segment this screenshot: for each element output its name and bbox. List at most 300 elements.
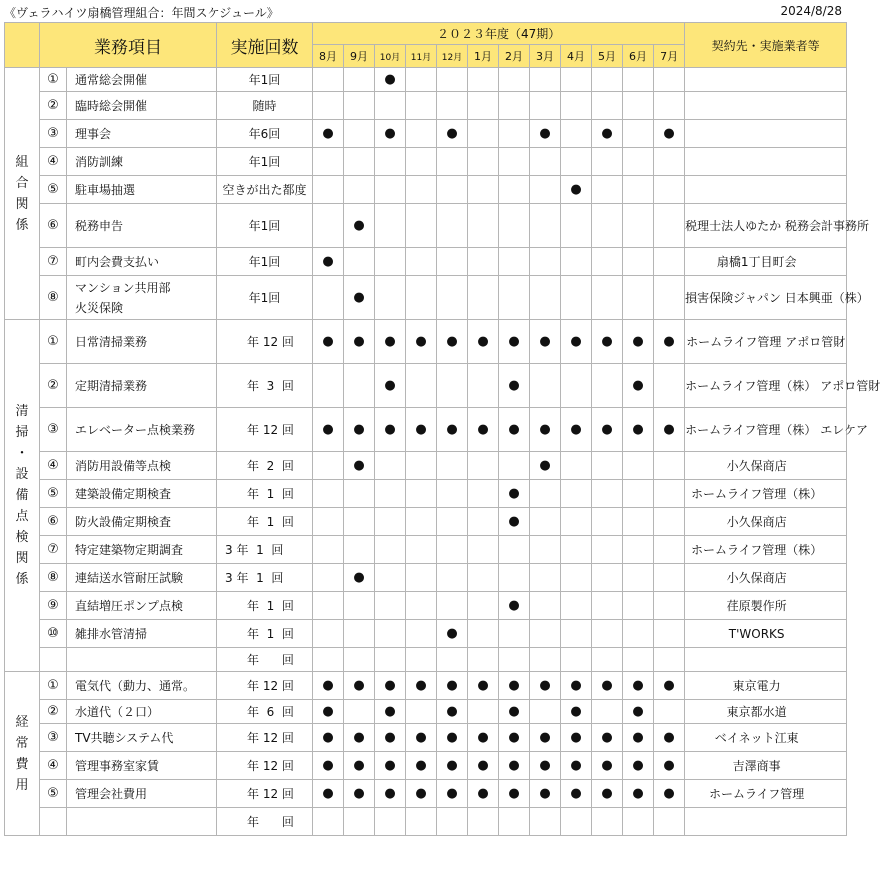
- schedule-mark: ●: [375, 320, 406, 364]
- contractor: 小久保商店: [685, 452, 847, 480]
- contractor: 東京電力: [685, 672, 847, 700]
- schedule-mark: ●: [313, 408, 344, 452]
- table-row: [5, 480, 847, 508]
- schedule-cell: [437, 452, 468, 480]
- schedule-cell: [530, 204, 561, 248]
- table-row: [5, 276, 847, 320]
- schedule-cell: [406, 620, 437, 648]
- table-row: [5, 508, 847, 536]
- month-header: 10月: [375, 45, 406, 68]
- row-number: ②: [40, 700, 67, 724]
- item-name: 建築設備定期検査: [67, 480, 217, 508]
- month-header: 7月: [654, 45, 685, 68]
- contractor: [685, 176, 847, 204]
- item-name: エレベーター点検業務: [67, 408, 217, 452]
- schedule-mark: ●: [623, 408, 654, 452]
- schedule-cell: [313, 176, 344, 204]
- table-row: [5, 780, 847, 808]
- schedule-cell: [623, 592, 654, 620]
- schedule-mark: ●: [592, 752, 623, 780]
- item-name: マンション共用部 火災保険: [67, 276, 217, 320]
- schedule-cell: [313, 364, 344, 408]
- schedule-mark: ●: [344, 724, 375, 752]
- schedule-cell: [592, 364, 623, 408]
- schedule-cell: [592, 536, 623, 564]
- schedule-mark: ●: [406, 320, 437, 364]
- row-number: ⑦: [40, 248, 67, 276]
- table-row: [5, 320, 847, 364]
- schedule-cell: [313, 648, 344, 672]
- schedule-cell: [499, 148, 530, 176]
- schedule-cell: [406, 204, 437, 248]
- schedule-cell: [468, 648, 499, 672]
- schedule-cell: [530, 564, 561, 592]
- frequency: 3 年 1 回: [217, 564, 313, 592]
- item-name: 臨時総会開催: [67, 92, 217, 120]
- schedule-cell: [375, 620, 406, 648]
- schedule-cell: [468, 276, 499, 320]
- row-number: ①: [40, 672, 67, 700]
- schedule-mark: ●: [592, 724, 623, 752]
- schedule-cell: [592, 276, 623, 320]
- schedule-cell: [654, 68, 685, 92]
- month-header: 5月: [592, 45, 623, 68]
- schedule-cell: [499, 564, 530, 592]
- schedule-cell: [313, 564, 344, 592]
- title-bar: [0, 0, 850, 22]
- schedule-mark: ●: [344, 276, 375, 320]
- contractor: ホームライフ管理: [685, 780, 847, 808]
- schedule-cell: [406, 480, 437, 508]
- schedule-mark: ●: [623, 364, 654, 408]
- schedule-mark: ●: [499, 780, 530, 808]
- schedule-cell: [561, 92, 592, 120]
- table-row: [5, 672, 847, 700]
- schedule-mark: ●: [344, 320, 375, 364]
- schedule-mark: ●: [406, 780, 437, 808]
- schedule-cell: [592, 620, 623, 648]
- frequency: 年 1 回: [217, 592, 313, 620]
- frequency: 年 2 回: [217, 452, 313, 480]
- schedule-cell: [561, 364, 592, 408]
- frequency: 年 12 回: [217, 752, 313, 780]
- schedule-cell: [623, 148, 654, 176]
- schedule-cell: [437, 204, 468, 248]
- schedule-mark: ●: [654, 672, 685, 700]
- schedule-cell: [375, 808, 406, 836]
- schedule-cell: [623, 452, 654, 480]
- month-header: 1月: [468, 45, 499, 68]
- schedule-cell: [468, 508, 499, 536]
- schedule-cell: [406, 120, 437, 148]
- schedule-mark: ●: [468, 752, 499, 780]
- schedule-mark: ●: [654, 752, 685, 780]
- group-label: 組 合 関 係: [5, 68, 40, 320]
- item-name: 定期清掃業務: [67, 364, 217, 408]
- schedule-cell: [592, 564, 623, 592]
- contractor: 扇橋1丁目町会: [685, 248, 847, 276]
- table-row: [5, 364, 847, 408]
- schedule-cell: [375, 648, 406, 672]
- contractor: ホームライフ管理（株）: [685, 480, 847, 508]
- item-name: 防火設備定期検査: [67, 508, 217, 536]
- schedule-cell: [437, 536, 468, 564]
- schedule-mark: ●: [375, 752, 406, 780]
- row-number: ④: [40, 752, 67, 780]
- schedule-cell: [375, 508, 406, 536]
- schedule-cell: [530, 648, 561, 672]
- schedule-cell: [313, 620, 344, 648]
- schedule-cell: [561, 480, 592, 508]
- contractor: 税理士法人ゆたか 税務会計事務所: [685, 204, 847, 248]
- schedule-cell: [375, 204, 406, 248]
- schedule-cell: [592, 452, 623, 480]
- schedule-cell: [654, 536, 685, 564]
- month-header: 9月: [344, 45, 375, 68]
- schedule-mark: ●: [375, 724, 406, 752]
- schedule-mark: ●: [344, 752, 375, 780]
- frequency: 空きが出た都度: [217, 176, 313, 204]
- schedule-cell: [499, 452, 530, 480]
- frequency: 年 6 回: [217, 700, 313, 724]
- schedule-mark: ●: [530, 672, 561, 700]
- schedule-cell: [468, 564, 499, 592]
- row-number: ②: [40, 364, 67, 408]
- schedule-mark: ●: [530, 120, 561, 148]
- month-header: 4月: [561, 45, 592, 68]
- schedule-cell: [406, 364, 437, 408]
- schedule-mark: ●: [406, 408, 437, 452]
- schedule-cell: [406, 508, 437, 536]
- schedule-cell: [375, 148, 406, 176]
- schedule-cell: [344, 620, 375, 648]
- schedule-cell: [561, 276, 592, 320]
- table-row: [5, 564, 847, 592]
- schedule-mark: ●: [313, 752, 344, 780]
- schedule-cell: [592, 592, 623, 620]
- schedule-mark: ●: [561, 752, 592, 780]
- schedule-mark: ●: [654, 724, 685, 752]
- schedule-mark: ●: [561, 780, 592, 808]
- schedule-cell: [623, 808, 654, 836]
- schedule-cell: [313, 92, 344, 120]
- schedule-cell: [654, 480, 685, 508]
- schedule-mark: ●: [530, 452, 561, 480]
- schedule-cell: [530, 248, 561, 276]
- schedule-cell: [654, 248, 685, 276]
- schedule-mark: ●: [468, 408, 499, 452]
- schedule-cell: [468, 364, 499, 408]
- schedule-cell: [499, 92, 530, 120]
- schedule-mark: ●: [561, 320, 592, 364]
- frequency: 随時: [217, 92, 313, 120]
- schedule-cell: [344, 508, 375, 536]
- schedule-cell: [623, 68, 654, 92]
- schedule-cell: [654, 808, 685, 836]
- frequency: 年 12 回: [217, 724, 313, 752]
- item-name: 消防訓練: [67, 148, 217, 176]
- schedule-mark: ●: [623, 752, 654, 780]
- frequency: 年1回: [217, 276, 313, 320]
- schedule-mark: ●: [437, 700, 468, 724]
- table-row: [5, 808, 847, 836]
- contractor: 吉澤商事: [685, 752, 847, 780]
- schedule-cell: [530, 620, 561, 648]
- frequency: 年1回: [217, 204, 313, 248]
- schedule-mark: ●: [530, 780, 561, 808]
- schedule-cell: [561, 120, 592, 148]
- schedule-mark: ●: [592, 672, 623, 700]
- row-number: ⑩: [40, 620, 67, 648]
- schedule-cell: [468, 120, 499, 148]
- schedule-cell: [623, 620, 654, 648]
- schedule-cell: [499, 648, 530, 672]
- month-header: 12月: [437, 45, 468, 68]
- schedule-mark: ●: [375, 700, 406, 724]
- contractor: 東京都水道: [685, 700, 847, 724]
- contractor: 損害保険ジャパン 日本興亜（株）: [685, 276, 847, 320]
- schedule-mark: ●: [499, 408, 530, 452]
- frequency: 年6回: [217, 120, 313, 148]
- row-number: ⑤: [40, 176, 67, 204]
- schedule-cell: [623, 536, 654, 564]
- row-number: ⑧: [40, 276, 67, 320]
- contractor: 荏原製作所: [685, 592, 847, 620]
- frequency: 年1回: [217, 248, 313, 276]
- schedule-cell: [437, 68, 468, 92]
- schedule-cell: [499, 204, 530, 248]
- schedule-cell: [654, 700, 685, 724]
- header-item: 業務項目: [40, 23, 217, 68]
- contractor: ホームライフ管理（株）: [685, 536, 847, 564]
- schedule-mark: ●: [623, 780, 654, 808]
- schedule-cell: [344, 808, 375, 836]
- schedule-mark: ●: [530, 752, 561, 780]
- schedule-mark: ●: [468, 724, 499, 752]
- schedule-cell: [437, 508, 468, 536]
- schedule-cell: [561, 808, 592, 836]
- schedule-cell: [406, 176, 437, 204]
- row-number: ⑥: [40, 204, 67, 248]
- table-row: [5, 68, 847, 92]
- schedule-cell: [406, 700, 437, 724]
- schedule-cell: [344, 480, 375, 508]
- schedule-cell: [406, 648, 437, 672]
- schedule-cell: [468, 480, 499, 508]
- frequency: 年 3 回: [217, 364, 313, 408]
- schedule-mark: ●: [561, 408, 592, 452]
- schedule-cell: [654, 204, 685, 248]
- schedule-cell: [499, 620, 530, 648]
- schedule-mark: ●: [344, 564, 375, 592]
- schedule-cell: [592, 700, 623, 724]
- schedule-cell: [654, 564, 685, 592]
- row-number: ④: [40, 452, 67, 480]
- table-row: [5, 724, 847, 752]
- row-number: ③: [40, 724, 67, 752]
- schedule-mark: ●: [499, 320, 530, 364]
- schedule-cell: [530, 592, 561, 620]
- schedule-cell: [499, 248, 530, 276]
- schedule-cell: [561, 248, 592, 276]
- schedule-cell: [313, 808, 344, 836]
- schedule-cell: [344, 92, 375, 120]
- schedule-mark: ●: [654, 120, 685, 148]
- schedule-mark: ●: [468, 780, 499, 808]
- table-row: [5, 248, 847, 276]
- schedule-mark: ●: [499, 700, 530, 724]
- schedule-cell: [530, 92, 561, 120]
- schedule-mark: ●: [592, 120, 623, 148]
- schedule-cell: [313, 68, 344, 92]
- schedule-mark: ●: [499, 724, 530, 752]
- schedule-cell: [344, 536, 375, 564]
- schedule-mark: ●: [344, 672, 375, 700]
- row-number: ⑥: [40, 508, 67, 536]
- schedule-cell: [468, 592, 499, 620]
- contractor: ホームライフ管理 アポロ管財: [685, 320, 847, 364]
- contractor: ホームライフ管理（株） エレケア: [685, 408, 847, 452]
- schedule-mark: ●: [344, 452, 375, 480]
- item-name: 消防用設備等点検: [67, 452, 217, 480]
- schedule-mark: ●: [561, 176, 592, 204]
- frequency: 年 1 回: [217, 620, 313, 648]
- schedule-cell: [623, 564, 654, 592]
- schedule-cell: [468, 92, 499, 120]
- schedule-mark: ●: [375, 68, 406, 92]
- schedule-mark: ●: [375, 780, 406, 808]
- item-name: 管理会社費用: [67, 780, 217, 808]
- schedule-cell: [654, 148, 685, 176]
- schedule-cell: [561, 592, 592, 620]
- schedule-mark: ●: [499, 480, 530, 508]
- schedule-mark: ●: [499, 364, 530, 408]
- group-label: 清 掃 ・ 設 備 点 検 関 係: [5, 320, 40, 672]
- schedule-cell: [406, 248, 437, 276]
- row-number: ⑤: [40, 780, 67, 808]
- row-number: [40, 648, 67, 672]
- schedule-cell: [437, 480, 468, 508]
- frequency: 年 1 回: [217, 508, 313, 536]
- schedule-cell: [468, 808, 499, 836]
- contractor: [685, 68, 847, 92]
- row-number: ④: [40, 148, 67, 176]
- schedule-mark: ●: [468, 320, 499, 364]
- table-row: [5, 620, 847, 648]
- schedule-mark: ●: [344, 408, 375, 452]
- schedule-mark: ●: [344, 780, 375, 808]
- row-number: ②: [40, 92, 67, 120]
- schedule-cell: [468, 68, 499, 92]
- schedule-cell: [344, 592, 375, 620]
- row-number: ⑤: [40, 480, 67, 508]
- schedule-cell: [592, 248, 623, 276]
- schedule-mark: ●: [437, 724, 468, 752]
- schedule-cell: [530, 148, 561, 176]
- schedule-cell: [623, 508, 654, 536]
- schedule-mark: ●: [313, 320, 344, 364]
- schedule-mark: ●: [623, 672, 654, 700]
- schedule-mark: ●: [623, 724, 654, 752]
- schedule-mark: ●: [406, 752, 437, 780]
- table-row: [5, 408, 847, 452]
- row-number: ⑨: [40, 592, 67, 620]
- schedule-cell: [344, 248, 375, 276]
- schedule-mark: ●: [437, 780, 468, 808]
- schedule-cell: [561, 508, 592, 536]
- item-name: 管理事務室家賃: [67, 752, 217, 780]
- schedule-cell: [561, 564, 592, 592]
- table-row: [5, 120, 847, 148]
- schedule-cell: [437, 248, 468, 276]
- schedule-cell: [375, 176, 406, 204]
- contractor: 小久保商店: [685, 564, 847, 592]
- schedule-cell: [623, 92, 654, 120]
- schedule-mark: ●: [654, 408, 685, 452]
- schedule-cell: [530, 536, 561, 564]
- schedule-mark: ●: [406, 672, 437, 700]
- table-body: [5, 68, 880, 836]
- frequency: 年 12 回: [217, 408, 313, 452]
- schedule-cell: [654, 176, 685, 204]
- schedule-cell: [375, 92, 406, 120]
- schedule-cell: [530, 176, 561, 204]
- schedule-cell: [592, 176, 623, 204]
- schedule-cell: [623, 276, 654, 320]
- schedule-cell: [499, 176, 530, 204]
- contractor: ホームライフ管理（株） アポロ管財: [685, 364, 847, 408]
- schedule-cell: [437, 276, 468, 320]
- item-name: 雑排水管清掃: [67, 620, 217, 648]
- item-name: 連結送水管耐圧試験: [67, 564, 217, 592]
- table-row: [5, 752, 847, 780]
- schedule-cell: [375, 592, 406, 620]
- schedule-mark: ●: [499, 672, 530, 700]
- schedule-cell: [375, 248, 406, 276]
- schedule-cell: [313, 276, 344, 320]
- schedule-mark: ●: [437, 752, 468, 780]
- item-name: 税務申告: [67, 204, 217, 248]
- schedule-cell: [406, 452, 437, 480]
- schedule-cell: [344, 364, 375, 408]
- schedule-mark: ●: [592, 320, 623, 364]
- schedule-mark: ●: [530, 320, 561, 364]
- schedule-cell: [437, 592, 468, 620]
- schedule-cell: [530, 276, 561, 320]
- schedule-cell: [499, 120, 530, 148]
- schedule-cell: [313, 452, 344, 480]
- header-period: ２０２３年度（47期）: [313, 23, 685, 45]
- schedule-cell: [623, 480, 654, 508]
- header-contractor: 契約先・実施業者等: [685, 23, 847, 68]
- schedule-cell: [623, 204, 654, 248]
- schedule-cell: [592, 148, 623, 176]
- item-name: 電気代（動力、通常。: [67, 672, 217, 700]
- month-header: 6月: [623, 45, 654, 68]
- schedule-mark: ●: [313, 672, 344, 700]
- schedule-cell: [375, 480, 406, 508]
- schedule-cell: [437, 176, 468, 204]
- item-name: [67, 648, 217, 672]
- schedule-cell: [561, 648, 592, 672]
- table-row: [5, 204, 847, 248]
- schedule-cell: [530, 68, 561, 92]
- schedule-table: [4, 22, 880, 836]
- schedule-cell: [654, 452, 685, 480]
- schedule-cell: [654, 592, 685, 620]
- table-row: [5, 700, 847, 724]
- schedule-cell: [654, 92, 685, 120]
